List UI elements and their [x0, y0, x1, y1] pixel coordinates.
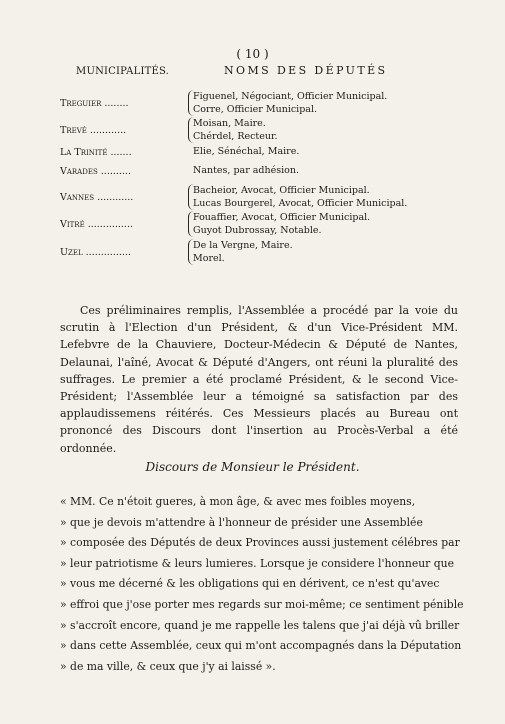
discourse-line: » s'accroît encore, quand je me rappelle les talens que j'ai déjà vû briller: [60, 618, 460, 632]
deputy-name: Corre, Officier Municipal.: [193, 104, 318, 115]
municipality-name: Trevé ............: [60, 125, 127, 136]
discourse-line: » vous me décerné & les obligations qui en dérivent, ce n'est qu'avec: [60, 577, 440, 591]
deputy-names: [188, 90, 473, 116]
municipality-name: Vannes ............: [60, 192, 134, 203]
discourse-line: » de ma ville, & ceux que j'y ai laissé ».: [60, 659, 276, 673]
discourse-title: Discours de Monsieur le Président.: [145, 460, 360, 474]
discourse-line: » dans cette Assemblée, ceux qui m'ont accompagnés dans la Députation: [60, 639, 462, 653]
deputy-name: Guyot Dubrossay, Notable.: [193, 225, 322, 236]
municipality-name: Varades ..........: [60, 166, 131, 177]
municipality-name: Vitré ...............: [60, 219, 133, 230]
list-item: [60, 184, 460, 211]
list-item: [60, 211, 460, 239]
deputies-list: [60, 90, 460, 266]
deputy-names: [188, 164, 473, 177]
deputy-names: [188, 211, 473, 237]
deputy-name: Moisan, Maire.: [193, 118, 266, 129]
election-paragraph: Ces préliminaires remplis, l'Assemblée a procédé par la voie du scrutin à l'Election d'un Président, & d'un Vice-Président MM. Lefebvre de la Chauviere, Docteur-Médecin & Député de Nantes, Delaunai, l'aîné, Avocat & Député d'Angers, ont réuni la pluralité des suffrages. Le premier a été proclamé Président, & le second Vice-Président; l'Assemblée leur a témoigné sa satisfaction par des applaudissemens réitérés. Ces Messieurs placés au Bureau ont prononcé des Discours dont l'insertion au Procès-Verbal a été ordonnée.: [60, 304, 458, 455]
municipality-name: La Trinité .......: [60, 147, 132, 158]
discourse-line: » leur patriotisme & leurs lumieres. Lorsque je considere l'honneur que: [60, 556, 455, 570]
deputy-names: [188, 117, 473, 143]
discourse-line: « MM. Ce n'étoit gueres, à mon âge, & avec mes foibles moyens,: [60, 495, 416, 508]
deputy-name: Nantes, par adhésion.: [193, 165, 300, 176]
deputy-name: Morel.: [193, 253, 225, 264]
discourse-line: » composée des Députés de deux Provinces aussi justement célébres par: [60, 536, 460, 550]
deputy-name: Elie, Sénéchal, Maire.: [193, 146, 300, 157]
municipality-name: Uzel ...............: [60, 247, 131, 258]
page-number: ( 10 ): [236, 47, 269, 61]
discourse-line: » que je devois m'attendre à l'honneur de présider une Assemblée: [60, 515, 423, 529]
list-item: [60, 164, 460, 184]
deputy-name: Lucas Bourgerel, Avocat, Officier Municipal.: [193, 198, 408, 209]
deputy-name: De la Vergne, Maire.: [193, 240, 293, 251]
deputy-name: Figuenel, Négociant, Officier Municipal.: [193, 91, 388, 102]
discourse-line: » effroi que j'ose porter mes regards sur moi-même; ce sentiment pénible: [60, 597, 464, 611]
list-item: [60, 117, 460, 145]
deputy-names: [188, 145, 473, 158]
deputy-name: Fouaffier, Avocat, Officier Municipal.: [193, 212, 371, 223]
deputy-names: [188, 184, 473, 210]
list-item: [60, 239, 460, 266]
municipality-name: Treguier ........: [60, 98, 129, 109]
municipalities-header: MUNICIPALITÉS.: [76, 66, 170, 77]
deputy-name: Bacheior, Avocat, Officier Municipal.: [193, 185, 370, 196]
deputies-header: NOMS DES DÉPUTÉS: [224, 64, 388, 77]
deputy-name: Chérdel, Recteur.: [193, 131, 278, 142]
deputy-names: [188, 239, 473, 265]
list-item: [60, 145, 460, 164]
list-item: [60, 90, 460, 117]
discourse-text: [60, 492, 464, 677]
